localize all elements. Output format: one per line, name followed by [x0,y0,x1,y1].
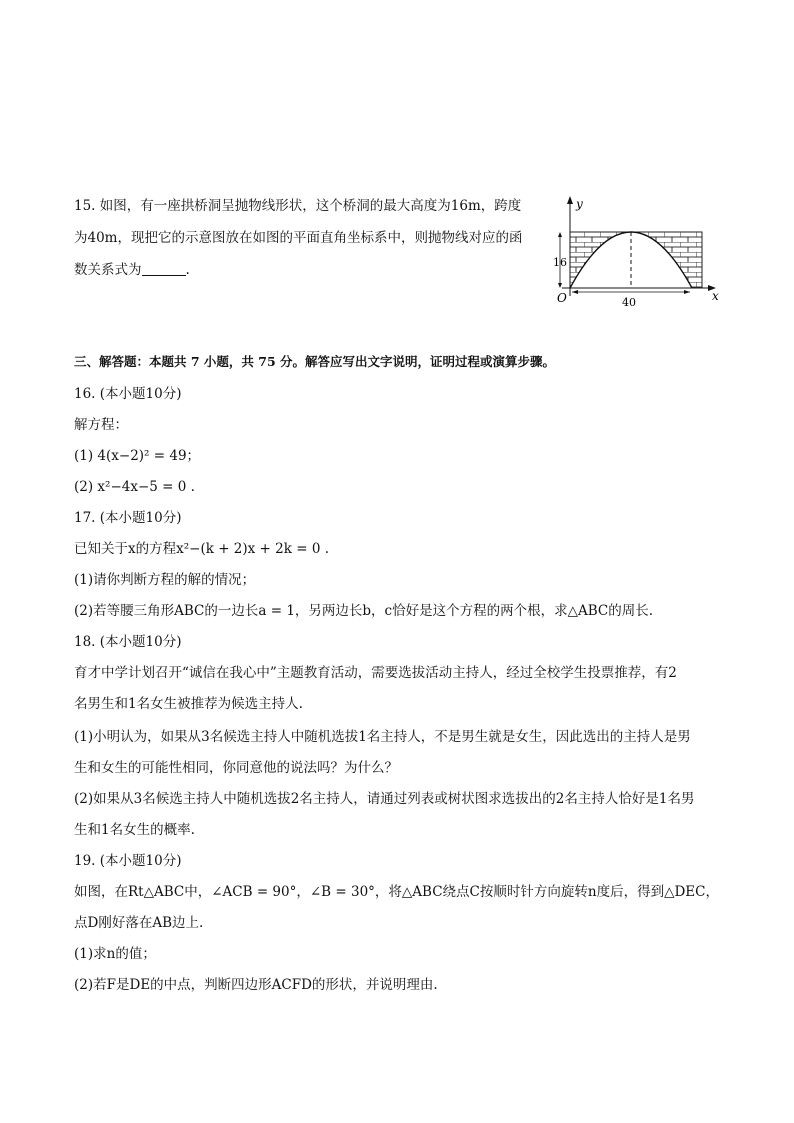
q16-intro: 解方程： [74,417,128,433]
section3-header: 三、解答题：本题共 7 小题，共 75 分。解答应写出文字说明，证明过程或演算步骤。 [74,354,556,369]
q15-line3 [74,260,190,280]
q19-part1: (1)求n的值； [74,946,156,962]
origin-label: O [557,291,567,305]
q18-stem-line2: 名男生和1名女生被推荐为候选主持人. [74,696,303,712]
q18-part2-line2: 生和1名女生的概率. [74,822,195,838]
bridge-arch-svg [552,192,730,310]
q15-line3-end: . [185,262,190,278]
q15-line2: 为40m，现把它的示意图放在如图的平面直角坐标系中，则抛物线对应的函 [74,230,523,246]
q16-part1: (1) 4(x−2)² = 49； [74,448,201,464]
bridge-arch-figure [552,192,730,310]
q17-title: 17. (本小题10分) [74,510,182,526]
q17-stem: 已知关于x的方程x²−(k + 2)x + 2k = 0 . [74,541,329,557]
q16-title: 16. (本小题10分) [74,386,182,402]
height-arrow-bottom [558,283,562,288]
q18-part2-line1: (2)如果从3名候选主持人中随机选拔2名主持人，请通过列表或树状图求选拔出的2名主持人恰好是1名男 [74,791,695,807]
q15-line1: 15. 如图，有一座拱桥洞呈抛物线形状，这个桥洞的最大高度为16m，跨度 [74,198,522,214]
q19-title: 19. (本小题10分) [74,853,182,869]
q18-title: 18. (本小题10分) [74,634,182,650]
q19-stem-line1: 如图，在Rt△ABC中，∠ACB = 90°，∠B = 30°，将△ABC绕点C按顺时针方向旋转n度后，得到△DEC， [74,884,719,900]
span-label: 40 [622,296,636,309]
q15-line3-text: 数关系式为 [74,262,142,278]
y-axis-label: y [576,197,583,211]
q17-part2: (2)若等腰三角形ABC的一边长a = 1，另两边长b，c恰好是这个方程的两个根，求△ABC的周长. [74,603,654,619]
height-arrow-top [558,232,562,237]
q18-part1-line1: (1)小明认为，如果从3名候选主持人中随机选拔1名主持人，不是男生就是女生，因此选出的主持人是男 [74,729,691,745]
q18-part1-line2: 生和女生的可能性相同，你同意他的说法吗？为什么？ [74,760,398,776]
y-axis-arrow [567,196,573,204]
answer-blank[interactable] [142,261,186,276]
q19-stem-line2: 点D刚好落在AB边上. [74,915,204,931]
q16-part2: (2) x²−4x−5 = 0 . [74,479,195,495]
q17-part1: (1)请你判断方程的解的情况； [74,572,256,588]
x-axis-label: x [712,289,719,303]
q18-stem-line1: 育才中学计划召开“诚信在我心中”主题教育活动，需要选拔活动主持人，经过全校学生投票推荐，有2 [74,665,677,681]
q19-part2: (2)若F是DE的中点，判断四边形ACFD的形状，并说明理由. [74,977,438,993]
height-label: 16 [553,256,567,269]
